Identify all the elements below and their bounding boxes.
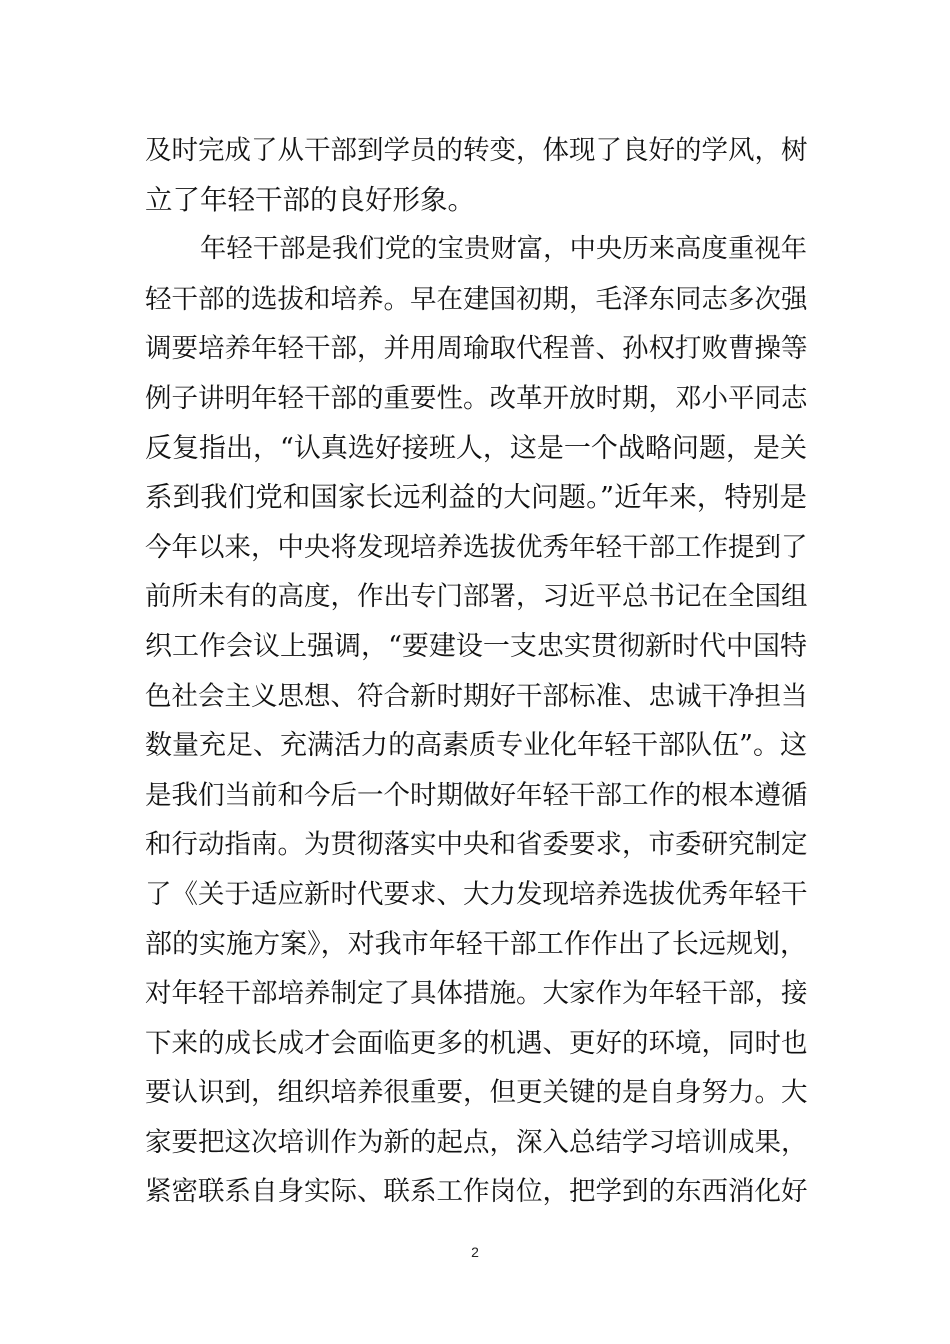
text-line: 今年以来，中央将发现培养选拔优秀年轻干部工作提到了 <box>145 531 808 563</box>
page-number: 2 <box>471 1244 479 1260</box>
text-line: 对年轻干部培养制定了具体措施。大家作为年轻干部，接 <box>145 978 808 1010</box>
text-line: 例子讲明年轻干部的重要性。改革开放时期，邓小平同志 <box>145 382 808 414</box>
text-line: 立了年轻干部的良好形象。 <box>145 183 475 216</box>
text-line: 数量充足、充满活力的高素质专业化年轻干部队伍”。这 <box>145 730 807 762</box>
text-line: 前所未有的高度，作出专门部署，习近平总书记在全国组 <box>145 581 808 613</box>
body-text <box>145 126 807 1217</box>
text-line: 反复指出，“认真选好接班人，这是一个战略问题，是关 <box>145 432 807 464</box>
text-line: 要认识到，组织培养很重要，但更关键的是自身努力。大 <box>145 1077 808 1109</box>
text-line: 及时完成了从干部到学员的转变，体现了良好的学风，树 <box>145 135 808 166</box>
text-line: 紧密联系自身实际、联系工作岗位，把学到的东西消化好 <box>145 1176 808 1208</box>
text-line: 系到我们党和国家长远利益的大问题。”近年来，特别是 <box>145 481 807 514</box>
text-line: 部的实施方案》，对我市年轻干部工作作出了长远规划， <box>145 928 807 960</box>
text-line: 色社会主义思想、符合新时期好干部标准、忠诚干净担当 <box>145 680 808 712</box>
paragraph-first-line: 年轻干部是我们党的宝贵财富，中央历来高度重视年 <box>200 234 807 265</box>
text-line: 调要培养年轻干部，并用周瑜取代程普、孙权打败曹操等 <box>145 333 808 365</box>
text-line: 织工作会议上强调，“要建设一支忠实贯彻新时代中国特 <box>145 630 807 662</box>
text-line: 和行动指南。为贯彻落实中央和省委要求，市委研究制定 <box>145 829 808 861</box>
text-line: 轻干部的选拔和培养。早在建国初期，毛泽东同志多次强 <box>145 283 808 315</box>
text-line: 是我们当前和今后一个时期做好年轻干部工作的根本遵循 <box>145 779 808 811</box>
text-line: 下来的成长成才会面临更多的机遇、更好的环境，同时也 <box>145 1027 808 1059</box>
text-line: 了《关于适应新时代要求、大力发现培养选拔优秀年轻干 <box>145 878 808 910</box>
text-line: 家要把这次培训作为新的起点，深入总结学习培训成果， <box>145 1126 808 1158</box>
